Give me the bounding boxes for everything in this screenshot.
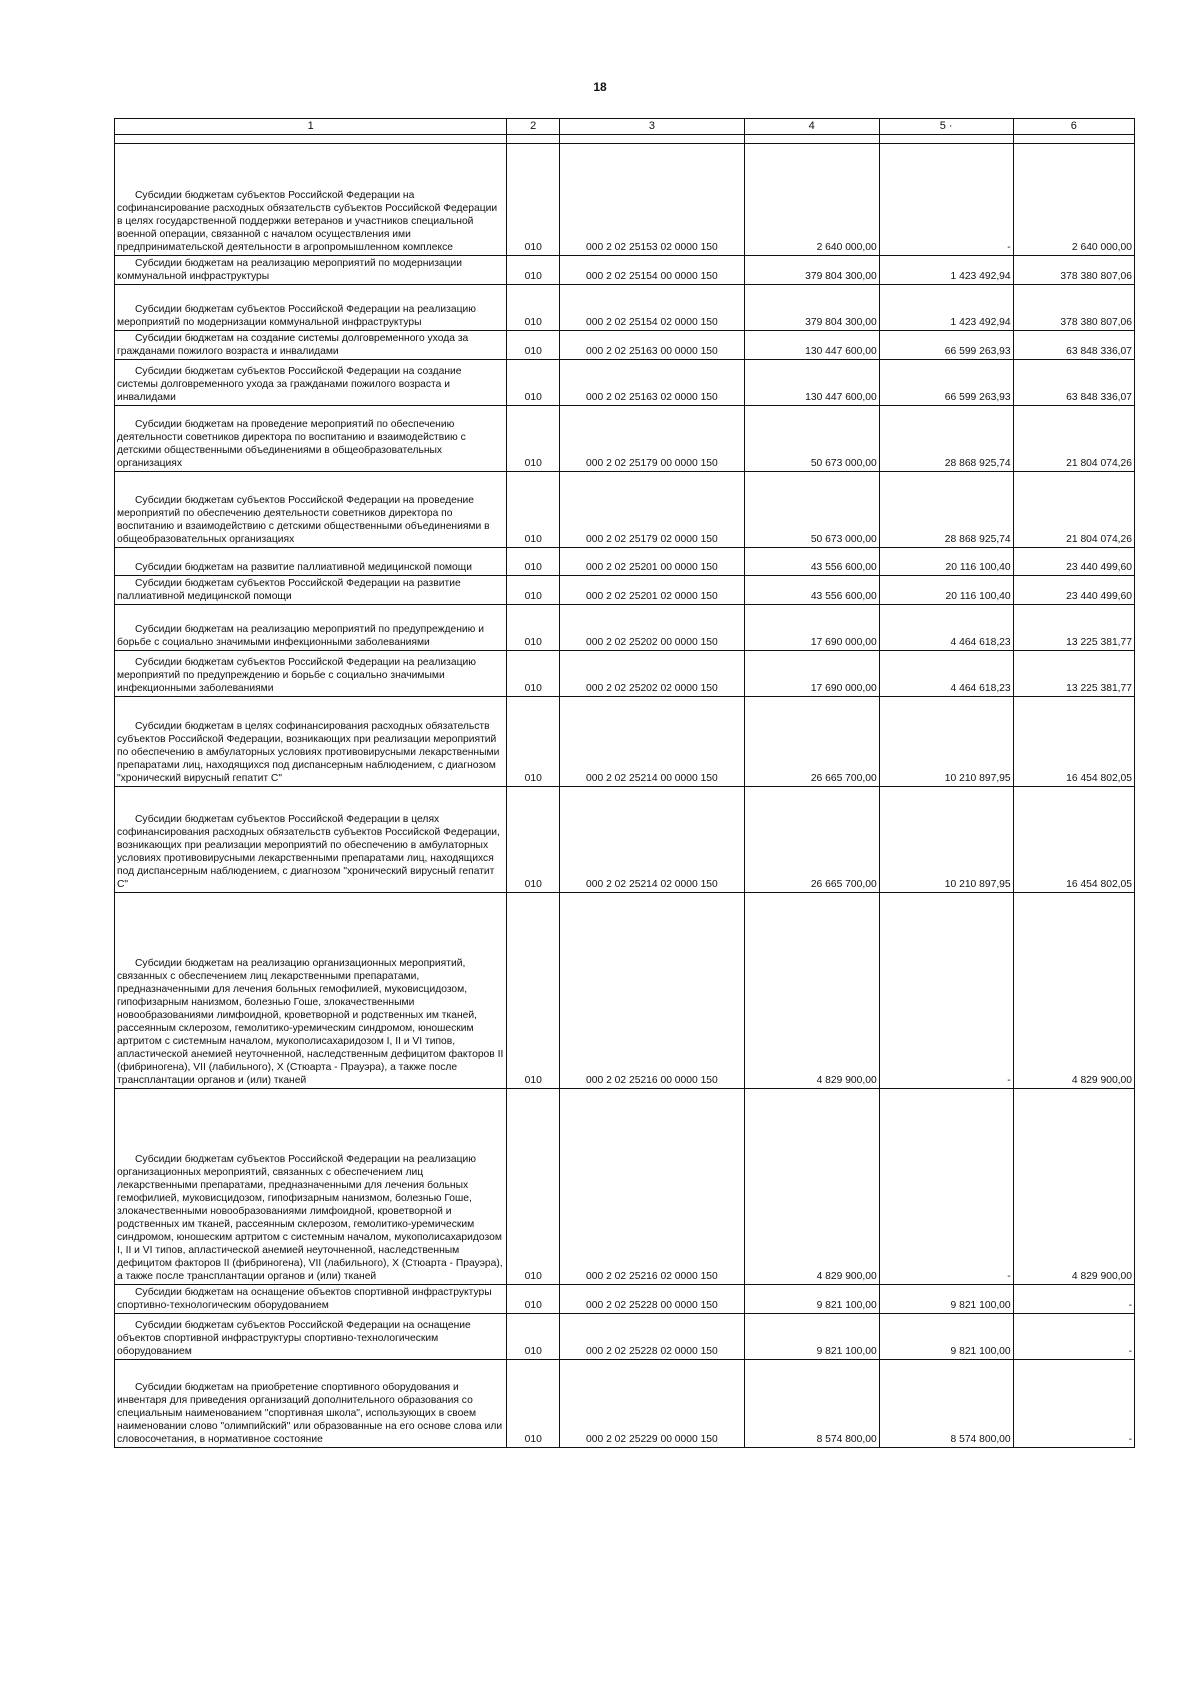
row-budget-code-cell: 000 2 02 25154 02 0000 150 (560, 285, 745, 331)
row-budget-code-cell: 000 2 02 25163 00 0000 150 (560, 331, 745, 360)
row-unexecuted-amount-cell: - (1013, 1360, 1134, 1448)
row-admin-code-cell: 010 (507, 893, 560, 1089)
row-budget-code-cell: 000 2 02 25216 02 0000 150 (560, 1089, 745, 1285)
table-row (115, 1314, 1135, 1360)
row-name-cell (115, 1089, 507, 1285)
table-row (115, 1285, 1135, 1314)
table-row (115, 331, 1135, 360)
row-executed-amount-cell: - (879, 144, 1013, 256)
row-name-text: Субсидии бюджетам субъектов Российской Федерации на развитие паллиативной медицинской помощи (117, 578, 461, 602)
row-admin-code-cell: 010 (507, 697, 560, 787)
column-header: 3 (560, 119, 745, 135)
row-admin-code-cell: 010 (507, 1360, 560, 1448)
row-unexecuted-amount-cell: 16 454 802,05 (1013, 697, 1134, 787)
column-header: 2 (507, 119, 560, 135)
header-gap-row (115, 135, 1135, 144)
row-admin-code-cell: 010 (507, 787, 560, 893)
row-approved-amount-cell: 8 574 800,00 (744, 1360, 879, 1448)
row-approved-amount-cell: 43 556 600,00 (744, 576, 879, 605)
table-row (115, 1089, 1135, 1285)
row-executed-amount-cell: 1 423 492,94 (879, 256, 1013, 285)
row-approved-amount-cell: 50 673 000,00 (744, 472, 879, 548)
row-admin-code-cell: 010 (507, 1285, 560, 1314)
row-executed-amount-cell: - (879, 893, 1013, 1089)
row-admin-code-cell: 010 (507, 1314, 560, 1360)
row-approved-amount-cell: 26 665 700,00 (744, 697, 879, 787)
row-approved-amount-cell: 379 804 300,00 (744, 285, 879, 331)
gap-cell (507, 135, 560, 144)
row-budget-code-cell: 000 2 02 25179 00 0000 150 (560, 406, 745, 472)
row-admin-code-cell: 010 (507, 144, 560, 256)
row-unexecuted-amount-cell: 23 440 499,60 (1013, 576, 1134, 605)
row-unexecuted-amount-cell: 63 848 336,07 (1013, 331, 1134, 360)
column-header: 5 · (879, 119, 1013, 135)
table-row (115, 548, 1135, 576)
row-name-cell (115, 285, 507, 331)
row-name-cell (115, 548, 507, 576)
row-unexecuted-amount-cell: 16 454 802,05 (1013, 787, 1134, 893)
row-approved-amount-cell: 17 690 000,00 (744, 605, 879, 651)
row-name-cell (115, 472, 507, 548)
row-budget-code-cell: 000 2 02 25216 00 0000 150 (560, 893, 745, 1089)
row-approved-amount-cell: 9 821 100,00 (744, 1314, 879, 1360)
row-approved-amount-cell: 130 447 600,00 (744, 360, 879, 406)
row-unexecuted-amount-cell: 13 225 381,77 (1013, 651, 1134, 697)
row-name-cell (115, 256, 507, 285)
row-admin-code-cell: 010 (507, 406, 560, 472)
row-approved-amount-cell: 4 829 900,00 (744, 1089, 879, 1285)
row-name-text: Субсидии бюджетам на оснащение объектов спортивной инфраструктуры спортивно-технологическим оборудованием (117, 1287, 492, 1311)
row-budget-code-cell: 000 2 02 25153 02 0000 150 (560, 144, 745, 256)
column-header: 6 (1013, 119, 1134, 135)
row-name-cell (115, 605, 507, 651)
row-unexecuted-amount-cell: - (1013, 1314, 1134, 1360)
row-executed-amount-cell: 4 464 618,23 (879, 651, 1013, 697)
row-name-cell (115, 1314, 507, 1360)
row-name-cell (115, 576, 507, 605)
row-unexecuted-amount-cell: 378 380 807,06 (1013, 256, 1134, 285)
row-admin-code-cell: 010 (507, 1089, 560, 1285)
row-budget-code-cell: 000 2 02 25201 02 0000 150 (560, 576, 745, 605)
row-executed-amount-cell: 66 599 263,93 (879, 331, 1013, 360)
column-header: 4 (744, 119, 879, 135)
row-unexecuted-amount-cell: 23 440 499,60 (1013, 548, 1134, 576)
row-executed-amount-cell: 28 868 925,74 (879, 472, 1013, 548)
row-name-text: Субсидии бюджетам на реализацию мероприятий по модернизации коммунальной инфраструктуры (117, 258, 463, 282)
row-unexecuted-amount-cell: - (1013, 1285, 1134, 1314)
row-approved-amount-cell: 17 690 000,00 (744, 651, 879, 697)
gap-cell (115, 135, 507, 144)
row-executed-amount-cell: 66 599 263,93 (879, 360, 1013, 406)
row-name-text: Субсидии бюджетам субъектов Российской Федерации на реализацию мероприятий по модернизации коммунальной инфраструктуры (117, 304, 476, 328)
row-executed-amount-cell: 4 464 618,23 (879, 605, 1013, 651)
row-approved-amount-cell: 130 447 600,00 (744, 331, 879, 360)
row-name-cell (115, 1285, 507, 1314)
row-approved-amount-cell: 379 804 300,00 (744, 256, 879, 285)
row-unexecuted-amount-cell: 63 848 336,07 (1013, 360, 1134, 406)
page-number: 18 (593, 80, 607, 94)
row-unexecuted-amount-cell: 13 225 381,77 (1013, 605, 1134, 651)
table-row (115, 406, 1135, 472)
row-approved-amount-cell: 2 640 000,00 (744, 144, 879, 256)
row-name-text: Субсидии бюджетам на реализацию мероприятий по предупреждению и борьбе с социально значимыми инфекционными заболеваниями (117, 624, 484, 648)
row-unexecuted-amount-cell: 4 829 900,00 (1013, 1089, 1134, 1285)
row-budget-code-cell: 000 2 02 25228 00 0000 150 (560, 1285, 745, 1314)
table-row (115, 605, 1135, 651)
table-row (115, 787, 1135, 893)
row-executed-amount-cell: 1 423 492,94 (879, 285, 1013, 331)
row-name-text: Субсидии бюджетам на реализацию организационных мероприятий, связанных с обеспечением лиц лекарственными препаратами, предназначенными для лечения больных гемофилией, муковисцидозом, гипофизарным нанизмом, болезнью Гоше, злокачественными новообразованиями лимфоидной, кроветворной и родственных им тканей, рассеянным склерозом, гемолитико-уремическим синдромом, юношеским артритом с системным началом, мукополисахаридозом I, II и VI типов, апластической анемией неуточненной, наследственным дефицитом факторов II (фибриногена), VII (лабильного), X (Стюарта - Прауэра), а также после трансплантации органов и (или) тканей (117, 958, 504, 1086)
table-row (115, 893, 1135, 1089)
row-executed-amount-cell: 10 210 897,95 (879, 697, 1013, 787)
row-admin-code-cell: 010 (507, 360, 560, 406)
row-name-cell (115, 144, 507, 256)
table-row (115, 576, 1135, 605)
row-budget-code-cell: 000 2 02 25154 00 0000 150 (560, 256, 745, 285)
row-admin-code-cell: 010 (507, 285, 560, 331)
row-budget-code-cell: 000 2 02 25214 00 0000 150 (560, 697, 745, 787)
row-unexecuted-amount-cell: 378 380 807,06 (1013, 285, 1134, 331)
table-row (115, 256, 1135, 285)
row-budget-code-cell: 000 2 02 25228 02 0000 150 (560, 1314, 745, 1360)
row-admin-code-cell: 010 (507, 605, 560, 651)
row-executed-amount-cell: 9 821 100,00 (879, 1314, 1013, 1360)
budget-table (114, 118, 1135, 1448)
row-name-cell (115, 787, 507, 893)
table-row (115, 651, 1135, 697)
row-name-cell (115, 651, 507, 697)
row-name-cell (115, 1360, 507, 1448)
row-executed-amount-cell: 10 210 897,95 (879, 787, 1013, 893)
row-approved-amount-cell: 43 556 600,00 (744, 548, 879, 576)
row-executed-amount-cell: 9 821 100,00 (879, 1285, 1013, 1314)
table-row (115, 144, 1135, 256)
table-row (115, 285, 1135, 331)
row-name-text: Субсидии бюджетам на развитие паллиативной медицинской помощи (135, 562, 472, 573)
row-name-text: Субсидии бюджетам на создание системы долговременного ухода за гражданами пожилого возраста и инвалидами (117, 333, 469, 357)
gap-cell (879, 135, 1013, 144)
row-unexecuted-amount-cell: 4 829 900,00 (1013, 893, 1134, 1089)
row-name-text: Субсидии бюджетам на проведение мероприятий по обеспечению деятельности советников директора по воспитанию и взаимодействию с детскими общественными объединениями в общеобразовательных организациях (117, 419, 466, 469)
row-name-cell (115, 406, 507, 472)
row-unexecuted-amount-cell: 21 804 074,26 (1013, 472, 1134, 548)
row-approved-amount-cell: 50 673 000,00 (744, 406, 879, 472)
table-row (115, 360, 1135, 406)
row-unexecuted-amount-cell: 2 640 000,00 (1013, 144, 1134, 256)
row-budget-code-cell: 000 2 02 25214 02 0000 150 (560, 787, 745, 893)
row-admin-code-cell: 010 (507, 548, 560, 576)
row-approved-amount-cell: 26 665 700,00 (744, 787, 879, 893)
row-executed-amount-cell: 8 574 800,00 (879, 1360, 1013, 1448)
table-row (115, 1360, 1135, 1448)
row-name-text: Субсидии бюджетам на приобретение спортивного оборудования и инвентаря для приведения организаций дополнительного образования со специальным наименованием "спортивная школа", использующих в своем наименовании слово "олимпийский" или образованные на его основе слова или словосочетания, в нормативное состояние (117, 1382, 503, 1445)
row-name-cell (115, 331, 507, 360)
column-header: 1 (115, 119, 507, 135)
row-executed-amount-cell: 28 868 925,74 (879, 406, 1013, 472)
row-name-text: Субсидии бюджетам субъектов Российской Федерации на проведение мероприятий по обеспечению деятельности советников директора по воспитанию и взаимодействию с детскими общественными объединениями в общеобразовательных организациях (117, 495, 490, 545)
gap-cell (1013, 135, 1134, 144)
row-admin-code-cell: 010 (507, 576, 560, 605)
row-admin-code-cell: 010 (507, 472, 560, 548)
row-approved-amount-cell: 4 829 900,00 (744, 893, 879, 1089)
table-row (115, 472, 1135, 548)
gap-cell (560, 135, 745, 144)
row-approved-amount-cell: 9 821 100,00 (744, 1285, 879, 1314)
row-budget-code-cell: 000 2 02 25202 02 0000 150 (560, 651, 745, 697)
row-name-cell (115, 697, 507, 787)
row-name-text: Субсидии бюджетам субъектов Российской Федерации на создание системы долговременного ухода за гражданами пожилого возраста и инвалидами (117, 366, 462, 403)
table-row (115, 697, 1135, 787)
row-budget-code-cell: 000 2 02 25202 00 0000 150 (560, 605, 745, 651)
row-executed-amount-cell: 20 116 100,40 (879, 548, 1013, 576)
row-executed-amount-cell: - (879, 1089, 1013, 1285)
row-admin-code-cell: 010 (507, 651, 560, 697)
row-budget-code-cell: 000 2 02 25229 00 0000 150 (560, 1360, 745, 1448)
row-name-cell (115, 893, 507, 1089)
row-name-cell (115, 360, 507, 406)
row-name-text: Субсидии бюджетам субъектов Российской Федерации на оснащение объектов спортивной инфраструктуры спортивно-технологическим оборудованием (117, 1320, 471, 1357)
row-admin-code-cell: 010 (507, 256, 560, 285)
row-budget-code-cell: 000 2 02 25163 02 0000 150 (560, 360, 745, 406)
row-budget-code-cell: 000 2 02 25201 00 0000 150 (560, 548, 745, 576)
row-admin-code-cell: 010 (507, 331, 560, 360)
row-unexecuted-amount-cell: 21 804 074,26 (1013, 406, 1134, 472)
row-name-text: Субсидии бюджетам субъектов Российской Федерации на реализацию мероприятий по предупреждению и борьбе с социально значимыми инфекционными заболеваниями (117, 657, 476, 694)
table-header-row (115, 119, 1135, 135)
row-name-text: Субсидии бюджетам субъектов Российской Федерации на реализацию организационных мероприятий, связанных с обеспечением лиц лекарственными препаратами, предназначенными для лечения больных гемофилией, муковисцидозом, гипофизарным нанизмом, болезнью Гоше, злокачественными новообразованиями лимфоидной, кроветворной и родственных им тканей, рассеянным склерозом, гемолитико-уремическим синдромом, юношеским артритом с системным началом, мукополисахаридозом I, II и VI типов, апластической анемией неуточненной, наследственным дефицитом факторов II (фибриногена), VII (лабильного), X (Стюарта - Прауэра), а также после трансплантации органов и (или) тканей (117, 1154, 503, 1282)
row-name-text: Субсидии бюджетам в целях софинансирования расходных обязательств субъектов Российской Федерации, возникающих при реализации мероприятий по обеспечению в амбулаторных условиях противовирусными лекарственными препаратами лиц, находящихся под диспансерным наблюдением, с диагнозом "хронический вирусный гепатит С" (117, 721, 500, 784)
gap-cell (744, 135, 879, 144)
row-budget-code-cell: 000 2 02 25179 02 0000 150 (560, 472, 745, 548)
row-executed-amount-cell: 20 116 100,40 (879, 576, 1013, 605)
row-name-text: Субсидии бюджетам субъектов Российской Федерации на софинансирование расходных обязательств субъектов Российской Федерации в целях государственной поддержки ветеранов и участников специальной военной операции, связанной с началом осуществления ими предпринимательской деятельности в агропромышленном комплексе (117, 190, 498, 253)
row-name-text: Субсидии бюджетам субъектов Российской Федерации в целях софинансирования расходных обязательств субъектов Российской Федерации, возникающих при реализации мероприятий по обеспечению в амбулаторных условиях противовирусными лекарственными препаратами лиц, находящихся под диспансерным наблюдением, с диагнозом "хронический вирусный гепатит С" (117, 814, 500, 890)
